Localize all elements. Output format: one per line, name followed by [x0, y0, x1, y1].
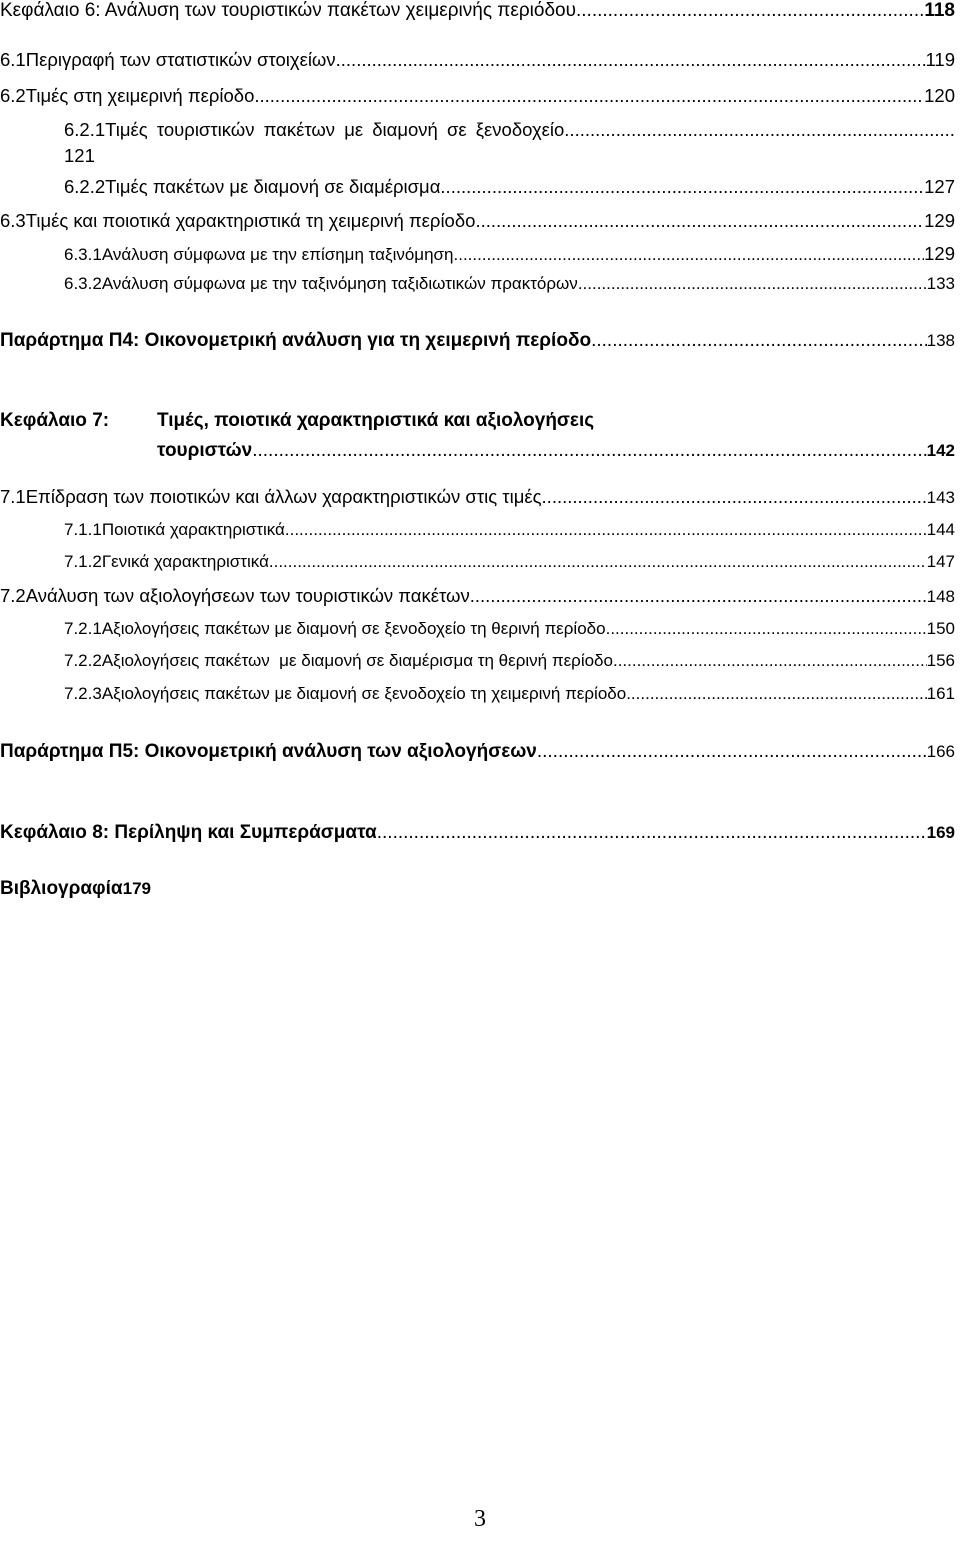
toc-title: Ποιοτικά χαρακτηριστικά [101, 520, 285, 539]
toc-number: 7.1.1 [64, 520, 102, 539]
toc-page: 147 [926, 552, 955, 571]
toc-title: Παράρτημα Π4: Οικονομετρική ανάλυση για τη χειμερινή περίοδο [0, 330, 592, 351]
toc-entry-7-2-3[interactable] [64, 684, 955, 704]
toc-page: 119 [925, 49, 955, 70]
toc-number: 6.2.1 [64, 119, 106, 140]
toc-number: 6.3.2 [64, 274, 102, 293]
toc-title: Τιμές και ποιοτικά χαρακτηριστικά τη χειμερινή περίοδο [25, 210, 476, 231]
toc-number: 7.1.2 [64, 552, 102, 571]
toc-page: 129 [924, 243, 955, 264]
toc-title: Αξιολογήσεις πακέτων με διαμονή σε ξενοδοχείο τη χειμερινή περίοδο [101, 684, 627, 703]
dot-leader [252, 440, 926, 462]
toc-entry-6-2-1[interactable] [64, 119, 955, 141]
toc-number: 6.2.2 [64, 176, 106, 197]
toc-entry-6-3-1[interactable] [64, 243, 955, 265]
toc-page: 121 [64, 145, 95, 166]
dot-leader [475, 210, 924, 232]
toc-page: 129 [924, 210, 955, 231]
toc-number: 6.1 [0, 49, 26, 70]
dot-leader [285, 520, 927, 540]
toc-entry-7-1[interactable] [0, 486, 955, 508]
toc-number: 7.1 [0, 486, 26, 507]
dot-leader [564, 119, 955, 141]
toc-title: Αξιολογήσεις πακέτων με διαμονή σε διαμέρισμα τη θερινή περίοδο [101, 651, 613, 670]
toc-entry-appendix-p4[interactable] [0, 330, 955, 352]
dot-leader [626, 684, 926, 704]
toc-page: 143 [926, 488, 955, 507]
dot-leader [606, 619, 927, 639]
toc-title: τουριστών [157, 440, 253, 461]
dot-leader [440, 176, 924, 198]
toc-title: Τιμές τουριστικών πακέτων με διαμονή σε ξενοδοχείο [105, 119, 565, 140]
toc-title: Βιβλιογραφία [0, 878, 123, 899]
toc-page: 148 [926, 587, 955, 606]
toc-page: 156 [926, 651, 955, 670]
toc-title: Αξιολογήσεις πακέτων με διαμονή σε ξενοδοχείο τη θερινή περίοδο [101, 619, 606, 638]
toc-title: Κεφάλαιο 6: Ανάλυση των τουριστικών πακέτων χειμερινής περιόδου [0, 0, 576, 21]
toc-entry-7-2-1[interactable] [64, 619, 955, 639]
toc-title: Παράρτημα Π5: Οικονομετρική ανάλυση των αξιολογήσεων [0, 741, 537, 762]
dot-leader [377, 822, 927, 844]
dot-leader [537, 741, 927, 763]
toc-number: 6.2 [0, 85, 26, 106]
toc-title: Τιμές στη χειμερινή περίοδο [25, 85, 255, 106]
toc-title: Ανάλυση σύμφωνα με την επίσημη ταξινόμηση [101, 245, 454, 264]
toc-entry-7-1-1[interactable] [64, 520, 955, 540]
toc-chapter-7-label: Κεφάλαιο 7: [0, 410, 110, 431]
toc-entry-7-2-2[interactable] [64, 651, 955, 671]
toc-entry-6-1[interactable] [0, 49, 955, 71]
toc-page: 127 [924, 176, 955, 197]
dot-leader [542, 486, 927, 508]
dot-leader [336, 49, 926, 71]
page-number: 3 [474, 1506, 486, 1532]
toc-entry-chapter-7[interactable] [157, 440, 955, 462]
toc-page: 179 [122, 879, 151, 898]
toc-number: 7.2 [0, 585, 26, 606]
toc-number: 6.3 [0, 210, 26, 231]
toc-number: 6.3.1 [64, 245, 102, 264]
toc-entry-6-2[interactable] [0, 85, 955, 107]
toc-entry-7-1-2[interactable] [64, 552, 955, 572]
toc-entry-bibliography[interactable] [0, 878, 151, 900]
toc-page: 138 [926, 331, 955, 350]
dot-leader [254, 85, 924, 107]
dot-leader [269, 552, 927, 572]
toc-page: 118 [924, 0, 955, 21]
dot-leader [613, 651, 927, 671]
toc-chapter-7-title-line1: Τιμές, ποιοτικά χαρακτηριστικά και αξιολογήσεις [157, 410, 595, 431]
toc-entry-chapter-8[interactable] [0, 822, 955, 844]
dot-leader [576, 0, 924, 22]
toc-page: 120 [924, 85, 955, 106]
toc-page: 161 [926, 684, 955, 703]
toc-entry-6-3-2[interactable] [64, 274, 955, 294]
toc-page: 150 [926, 619, 955, 638]
toc-page: 166 [926, 742, 955, 761]
toc-entry-6-3[interactable] [0, 210, 955, 232]
toc-entry-appendix-p5[interactable] [0, 741, 955, 763]
toc-entry-6-2-2[interactable] [64, 176, 955, 198]
toc-number: 7.2.2 [64, 651, 102, 670]
toc-entry-7-2[interactable] [0, 585, 955, 607]
toc-title: Ανάλυση των αξιολογήσεων των τουριστικών πακέτων [25, 585, 470, 606]
toc-title: Επίδραση των ποιοτικών και άλλων χαρακτηριστικών στις τιμές [25, 486, 542, 507]
toc-page: 144 [926, 520, 955, 539]
toc-page: 133 [926, 274, 955, 293]
dot-leader [591, 330, 927, 352]
toc-title: Τιμές πακέτων με διαμονή σε διαμέρισμα [105, 176, 441, 197]
toc-title: Περιγραφή των στατιστικών στοιχείων [25, 49, 336, 70]
dot-leader [470, 585, 927, 607]
toc-page: 169 [926, 823, 955, 842]
toc-number: 7.2.1 [64, 619, 102, 638]
toc-title: Κεφάλαιο 8: Περίληψη και Συμπεράσματα [0, 822, 377, 843]
toc-title: Γενικά χαρακτηριστικά [101, 552, 269, 571]
toc-title: Ανάλυση σύμφωνα με την ταξινόμηση ταξιδιωτικών πρακτόρων [101, 274, 578, 293]
toc-entry-chapter-6[interactable] [0, 0, 955, 22]
toc-number: 7.2.3 [64, 684, 102, 703]
dot-leader [578, 274, 927, 294]
dot-leader [454, 245, 925, 265]
toc-page: 142 [926, 441, 955, 460]
